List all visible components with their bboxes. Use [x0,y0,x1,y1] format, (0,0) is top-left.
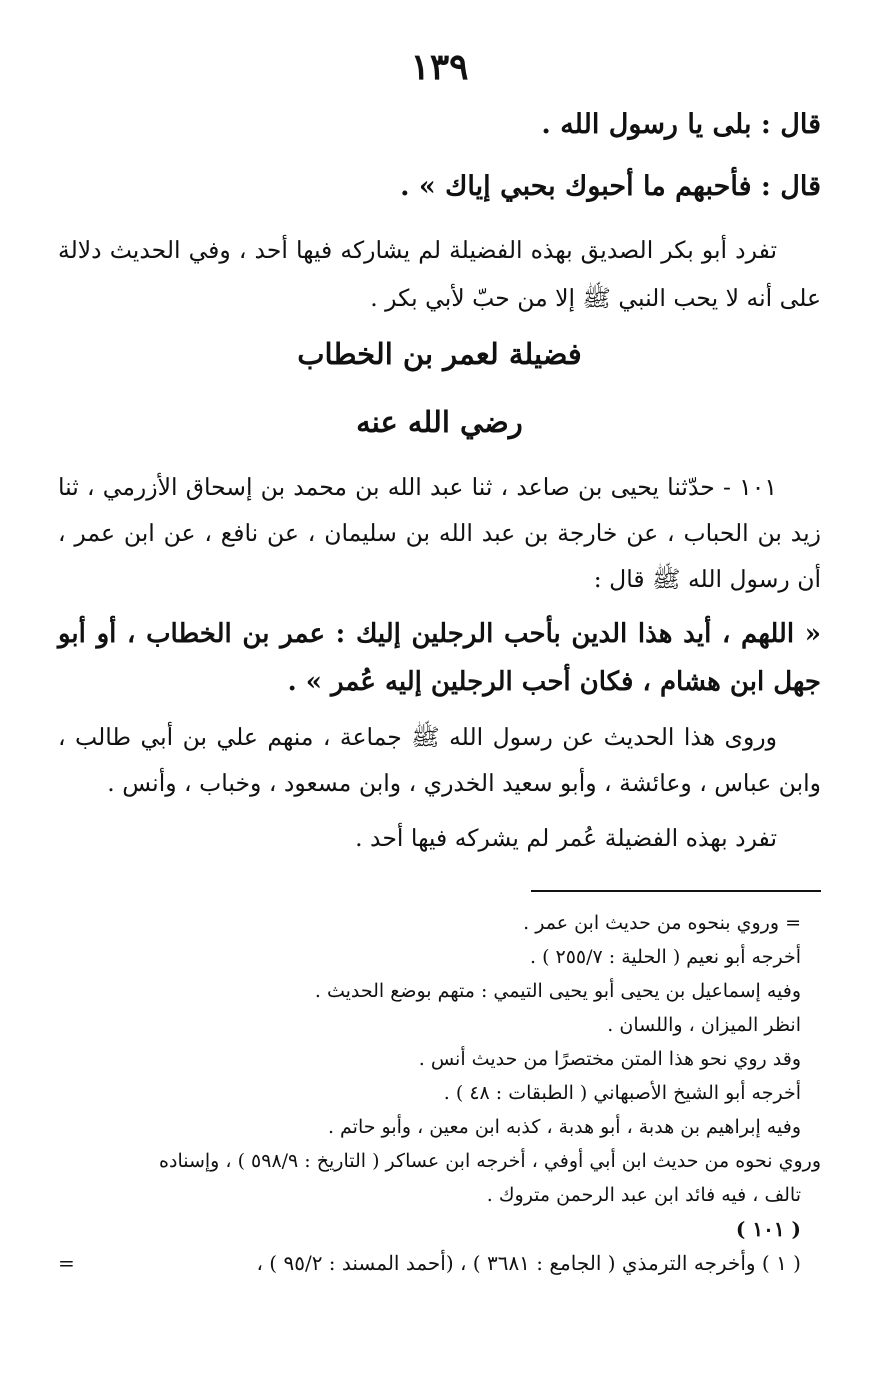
hadith-closing-line-1: قال : بلى يا رسول الله . [541,109,821,140]
hadith-isnad: ١٠١ - حدّثنا يحيى بن صاعد ، ثنا عبد الله بن محمد بن إسحاق الأزرمي ، ثنا زيد بن الحباب ، عن خارجة بن عبد الله بن سليمان ، عن نافع ، عن ابن عمر ، أن رسول الله ﷺ قال : [58,473,821,593]
hadith-closing-line-2: قال : فأحبهم ما أحبوك بحبي إياك » . [400,171,821,202]
footnote-hadith-ref: ( ١٠١ ) [735,1217,801,1241]
footnote-1-row [58,1246,821,1280]
spacer [58,322,821,334]
section-title: فضيلة لعمر بن الخطاب [297,337,582,371]
footnote-separator [531,890,821,892]
spacer [58,706,821,714]
spacer [58,374,821,402]
footnote-line: وفيه إسماعيل بن يحيى أبو يحيى التيمي : متهم بوضع الحديث . [314,980,801,1002]
footnote-line: وقد روي نحو هذا المتن مختصرًا من حديث أنس . [418,1048,801,1070]
spacer [58,602,821,610]
spacer [58,442,821,464]
footnote-line: تالف ، فيه فائد ابن عبد الرحمن متروك . [486,1184,801,1206]
page-number: ١٣٩ [410,46,469,88]
footnote-line: وروي نحوه من حديث ابن أبي أوفي ، أخرجه ابن عساكر ( التاريخ : ٥٩٨/٩ ) ، وإسناده [159,1150,821,1172]
hadith-narrators: وروى هذا الحديث عن رسول الله ﷺ جماعة ، منهم علي بن أبي طالب ، وابن عباس ، وعائشة ، وأبو سعيد الخدري ، وابن مسعود ، وخباب ، وأنس . [58,723,821,797]
footnote-line: = وروي بنحوه من حديث ابن عمر . [523,912,801,934]
footnote-line: انظر الميزان ، واللسان . [607,1014,801,1036]
commentary-abu-bakr: تفرد أبو بكر الصديق بهذه الفضيلة لم يشاركه فيها أحد ، وفي الحديث دلالة على أنه لا يحب النبي ﷺ إلا من حبّ لأبي بكر . [58,236,821,312]
continuation-mark: = [58,1251,75,1275]
footnote-line: أخرجه أبو نعيم ( الحلية : ٢٥٥/٧ ) . [529,946,801,968]
hadith-matn: « اللهم ، أيد هذا الدين بأحب الرجلين إليك : عمر بن الخطاب ، أو أبو جهل ابن هشام ، فكان أحب الرجلين إليه عُمر » . [58,619,821,697]
spacer [58,218,821,226]
footnote-line: أخرجه أبو الشيخ الأصبهاني ( الطبقات : ٤٨ ) . [443,1082,801,1104]
footnote-line: وفيه إبراهيم بن هدبة ، أبو هدبة ، كذبه ابن معين ، وأبو حاتم . [327,1116,801,1138]
footnote-1: ( ١ ) وأخرجه الترمذي ( الجامع : ٣٦٨١ ) ، (أحمد المسند : ٩٥/٢ ) ، [256,1251,801,1275]
footnotes-block [58,906,821,1144]
hadith-conclusion: تفرد بهذه الفضيلة عُمر لم يشركه فيها أحد . [355,824,777,852]
spacer [58,806,821,814]
section-subtitle: رضي الله عنه [356,405,523,439]
footnotes-block-wide [58,1144,821,1212]
